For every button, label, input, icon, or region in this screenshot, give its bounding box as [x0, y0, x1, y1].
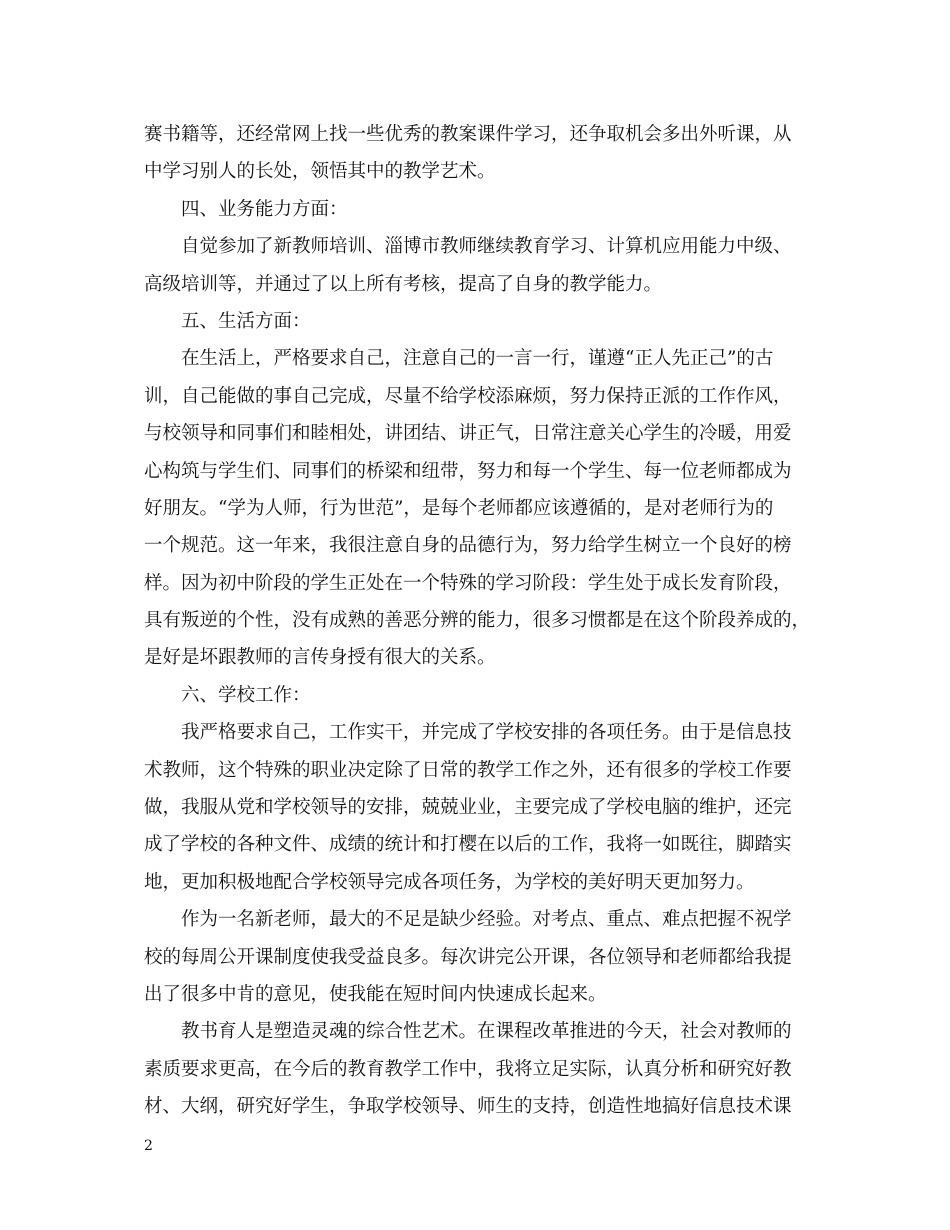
- text-line: 心构筑与学生们、同事们的桥梁和纽带，努力和每一个学生、每一位老师都成为: [144, 460, 792, 482]
- text-line: 术教师，这个特殊的职业决定除了日常的教学工作之外，还有很多的学校工作要: [144, 759, 792, 781]
- section-heading-school-work: 六、学校工作：: [181, 684, 311, 706]
- text-line: 好朋友。“学为人师，行为世范”，是每个老师都应该遵循的，是对老师行为的: [144, 497, 774, 519]
- text-line: 自觉参加了新教师培训、淄博市教师继续教育学习、计算机应用能力中级、: [181, 236, 792, 258]
- section-heading-business-ability: 四、业务能力方面：: [181, 198, 348, 220]
- text-line: 中学习别人的长处，领悟其中的教学艺术。: [144, 161, 496, 183]
- text-line: 做，我服从党和学校领导的安排，兢兢业业，主要完成了学校电脑的维护，还完: [144, 797, 792, 819]
- text-line: 具有叛逆的个性，没有成熟的善恶分辨的能力，很多习惯都是在这个阶段养成的，: [144, 610, 811, 632]
- text-line: 在生活上，严格要求自己，注意自己的一言一行，谨遵“正人先正己”的古: [181, 348, 774, 370]
- text-line: 是好是坏跟教师的言传身授有很大的关系。: [144, 647, 496, 669]
- text-line: 高级培训等，并通过了以上所有考核，提高了自身的教学能力。: [144, 273, 663, 295]
- section-heading-life: 五、生活方面：: [181, 310, 311, 332]
- text-line: 作为一名新老师，最大的不足是缺少经验。对考点、重点、难点把握不祝学: [181, 909, 792, 931]
- text-line: 训，自己能做的事自己完成，尽量不给学校添麻烦，努力保持正派的工作作风，: [144, 385, 792, 407]
- text-line: 校的每周公开课制度使我受益良多。每次讲完公开课，各位领导和老师都给我提: [144, 946, 792, 968]
- text-line: 出了很多中肯的意见，使我能在短时间内快速成长起来。: [144, 983, 607, 1005]
- text-line: 成了学校的各种文件、成绩的统计和打樱在以后的工作，我将一如既往，脚踏实: [144, 834, 792, 856]
- text-line: 赛书籍等，还经常网上找一些优秀的教案课件学习，还争取机会多出外听课，从: [144, 124, 792, 145]
- text-line: 与校领导和同事们和睦相处，讲团结、讲正气，日常注意关心学生的冷暖，用爱: [144, 423, 792, 445]
- text-line: 教书育人是塑造灵魂的综合性艺术。在课程改革推进的今天，社会对教师的: [181, 1021, 792, 1043]
- text-line: 素质要求更高，在今后的教育教学工作中，我将立足实际，认真分析和研究好教: [144, 1058, 792, 1080]
- text-line: 样。因为初中阶段的学生正处在一个特殊的学习阶段：学生处于成长发育阶段，: [144, 572, 792, 594]
- text-line: 地，更加积极地配合学校领导完成各项任务，为学校的美好明天更加努力。: [144, 871, 755, 893]
- page-number: 2: [144, 1138, 153, 1154]
- text-line: 材、大纲，研究好学生，争取学校领导、师生的支持，创造性地搞好信息技术课: [144, 1096, 792, 1118]
- document-body: [144, 116, 812, 1126]
- text-line: 一个规范。这一年来，我很注意自身的品德行为，努力给学生树立一个良好的榜: [144, 535, 792, 557]
- text-line: 我严格要求自己，工作实干，并完成了学校安排的各项任务。由于是信息技: [181, 722, 792, 744]
